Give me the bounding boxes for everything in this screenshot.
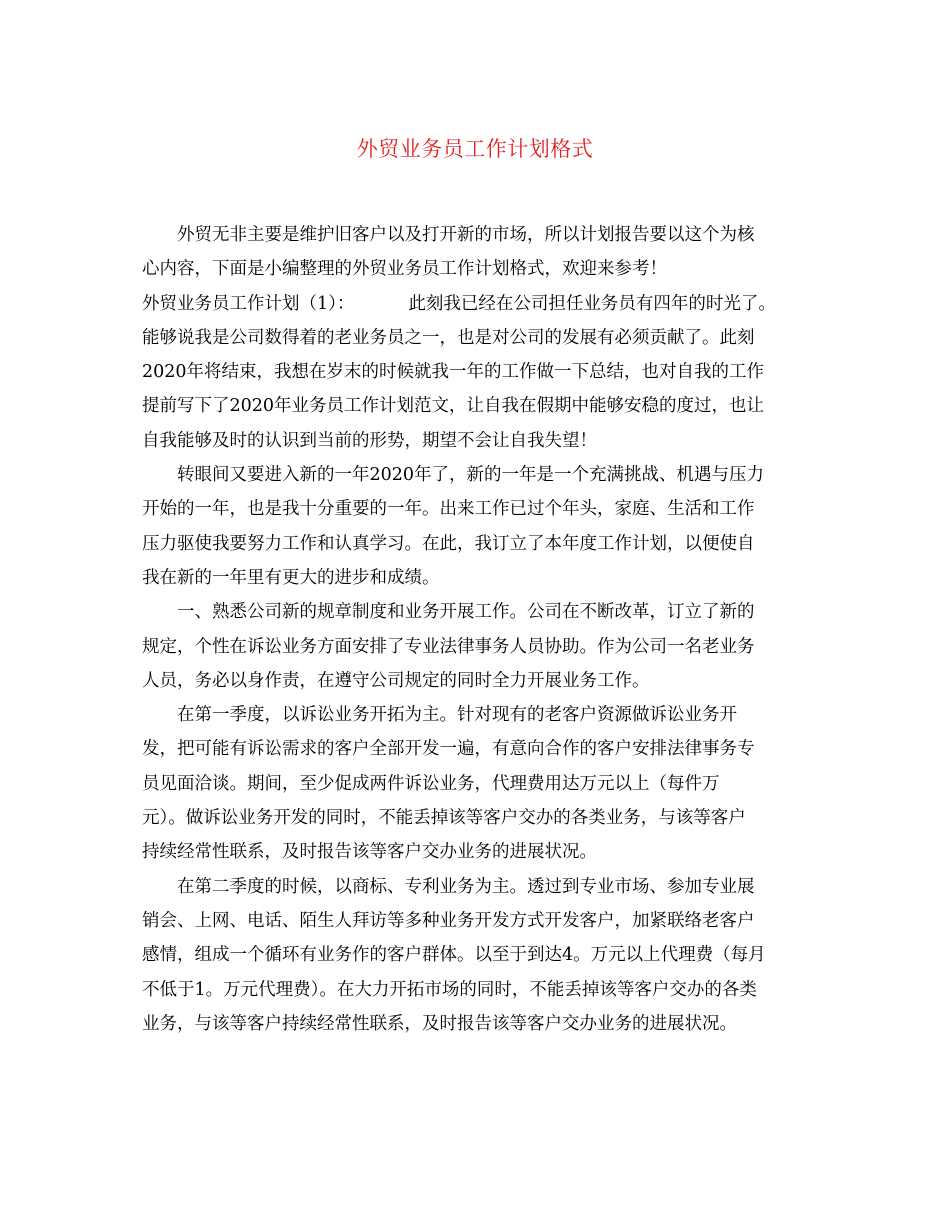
text-line: 心内容，下面是小编整理的外贸业务员工作计划格式，欢迎来参考！ <box>142 259 667 280</box>
document-body <box>142 218 810 1041</box>
text-line: 持续经常性联系，及时报告该等客户交办业务的进展状况。 <box>142 842 597 863</box>
text-line: 一、熟悉公司新的规章制度和业务开展工作。公司在不断改革，订立了新的 <box>177 602 755 623</box>
text-line: 提前写下了2020年业务员工作计划范文，让自我在假期中能够安稳的度过，也让 <box>142 396 765 417</box>
text-line: 感情，组成一个循环有业务作的客户群体。以至于到达4。万元以上代理费（每月 <box>142 945 766 966</box>
text-line: 我在新的一年里有更大的进步和成绩。 <box>142 567 440 588</box>
text-line: 压力驱使我要努力工作和认真学习。在此，我订立了本年度工作计划，以便使自 <box>142 533 755 554</box>
text-line: 自我能够及时的认识到当前的形势，期望不会让自我失望！ <box>142 430 597 451</box>
page-title: 外贸业务员工作计划格式 <box>356 137 594 161</box>
text-line <box>142 287 810 321</box>
text-line: 2020年将结束，我想在岁末的时候就我一年的工作做一下总结，也对自我的工作 <box>142 362 765 383</box>
text-line: 员见面洽谈。期间，至少促成两件诉讼业务，代理费用达万元以上（每件万 <box>142 773 720 794</box>
text-line: 销会、上网、电话、陌生人拜访等多种业务开发方式开发客户，加紧联络老客户 <box>142 910 755 931</box>
text-line: 外贸无非主要是维护旧客户以及打开新的市场，所以计划报告要以这个为核 <box>177 225 755 245</box>
text-line: 在第二季度的时候，以商标、专利业务为主。透过到专业市场、参加专业展 <box>177 876 755 897</box>
text-line: 人员，务必以身作责，在遵守公司规定的同时全力开展业务工作。 <box>142 670 650 691</box>
text-line: 能够说我是公司数得着的老业务员之一，也是对公司的发展有必须贡献了。此刻 <box>142 327 755 348</box>
section-heading: 外贸业务员工作计划（1）： <box>142 293 355 314</box>
text-line: 规定，个性在诉讼业务方面安排了专业法律事务人员协助。作为公司一名老业务 <box>142 636 755 657</box>
text-segment: 此刻我已经在公司担任业务员有四年的时光了。 <box>408 293 776 314</box>
text-line: 不低于1。万元代理费）。在大力开拓市场的同时，不能丢掉该等客户交办的各类 <box>142 979 757 1000</box>
text-line: 在第一季度，以诉讼业务开拓为主。针对现有的老客户资源做诉讼业务开 <box>177 705 737 726</box>
text-line: 元）。做诉讼业务开发的同时，不能丢掉该等客户交办的各类业务，与该等客户 <box>142 808 746 829</box>
text-line: 转眼间又要进入新的一年2020年了，新的一年是一个充满挑战、机遇与压力 <box>177 465 765 486</box>
text-line: 发，把可能有诉讼需求的客户全部开发一遍，有意向合作的客户安排法律事务专 <box>142 739 755 760</box>
text-line: 开始的一年，也是我十分重要的一年。出来工作已过个年头，家庭、生活和工作 <box>142 499 755 520</box>
text-line: 业务，与该等客户持续经常性联系，及时报告该等客户交办业务的进展状况。 <box>142 1013 737 1034</box>
